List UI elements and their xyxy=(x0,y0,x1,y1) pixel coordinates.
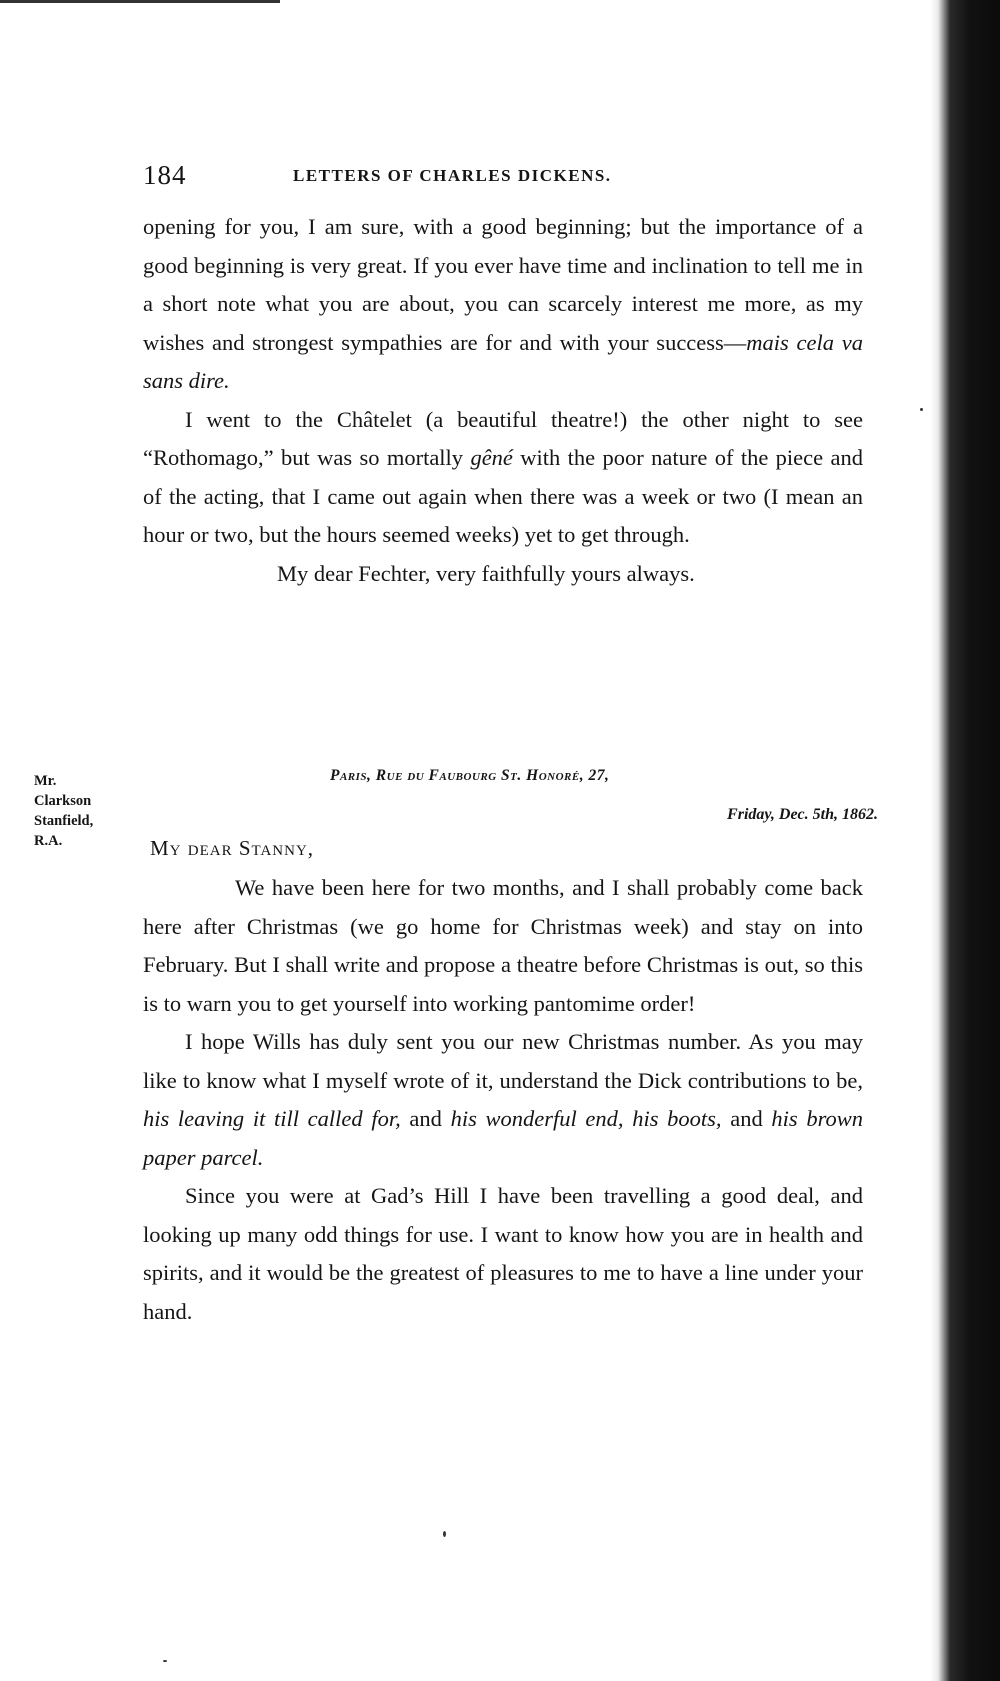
text-segment: with the poor nature of the piece and of the acting, that I came out again when there was a week or two (I mean an hour or two, but the hours seemed weeks) yet to get through. xyxy=(143,445,864,547)
letter2-body xyxy=(143,869,863,1331)
text-segment: and xyxy=(721,1106,772,1131)
side-note-line: Mr. xyxy=(34,773,57,789)
letter2-date: Friday, Dec. 5th, 1862. xyxy=(727,806,878,823)
top-scan-rule xyxy=(0,0,280,3)
side-note-line: R.A. xyxy=(34,833,63,849)
text-segment: I went to the Châtelet (a beautiful theatre!) the other night to see “Rothomago,” but was so mortally xyxy=(143,406,863,470)
page-number: 184 xyxy=(143,160,187,190)
letter2-dateline: Paris, Rue du Faubourg St. Honoré, 27, xyxy=(330,767,610,784)
text-segment: opening for you, I am sure, with a good beginning; but the importance of a good beginning is very great. If you ever have time and inclination to tell me in a short note what you are about, you can scarcely interest me more, as my wishes and strongest sympathies are for and with your success— xyxy=(143,214,863,355)
italic-text-segment: mais cela va sans dire. xyxy=(143,329,863,393)
letter2-paragraph xyxy=(143,1023,863,1177)
binding-edge-shadow xyxy=(930,0,1000,1681)
scan-speck xyxy=(920,408,923,411)
letter1-body xyxy=(143,208,863,593)
side-note-line: Clarkson xyxy=(34,793,92,809)
letter2-paragraph xyxy=(143,1177,863,1331)
text-segment: We have been here for two months, and I shall probably come back here after Christmas (we go home for Christmas week) and stay on into February. But I shall write and propose a theatre before Christmas is out, so this is to warn you to get yourself into working pantomime order! xyxy=(143,875,863,1016)
text-segment: Since you were at Gad’s Hill I have been travelling a good deal, and looking up many odd things for use. I want to know how you are in health and spirits, and it would be the greatest of pleasures to me to have a line under your hand. xyxy=(143,1183,863,1324)
italic-text-segment: his wonderful end, his boots, xyxy=(450,1106,722,1131)
side-note-line: Stanfield, xyxy=(34,813,94,829)
letter1-signoff: My dear Fechter, very faithfully yours always. xyxy=(277,560,695,586)
letter1-paragraph xyxy=(143,208,863,401)
scan-speck xyxy=(163,1660,167,1662)
running-head xyxy=(143,160,763,192)
running-title: LETTERS OF CHARLES DICKENS. xyxy=(293,166,612,185)
letter2-salutation: My dear Stanny, xyxy=(150,836,315,860)
recipient-side-note xyxy=(34,771,124,851)
text-segment: I hope Wills has duly sent you our new Christmas number. As you may like to know what I myself wrote of it, understand the Dick contributions to be, xyxy=(143,1029,863,1093)
letter2-paragraph xyxy=(143,869,863,1023)
text-segment: and xyxy=(400,1106,451,1131)
italic-text-segment: his brown paper parcel. xyxy=(143,1106,864,1170)
italic-text-segment: gêné xyxy=(470,445,513,470)
italic-text-segment: his leaving it till called for, xyxy=(143,1106,401,1131)
scan-speck xyxy=(443,1531,446,1537)
letter1-paragraph xyxy=(143,401,863,555)
